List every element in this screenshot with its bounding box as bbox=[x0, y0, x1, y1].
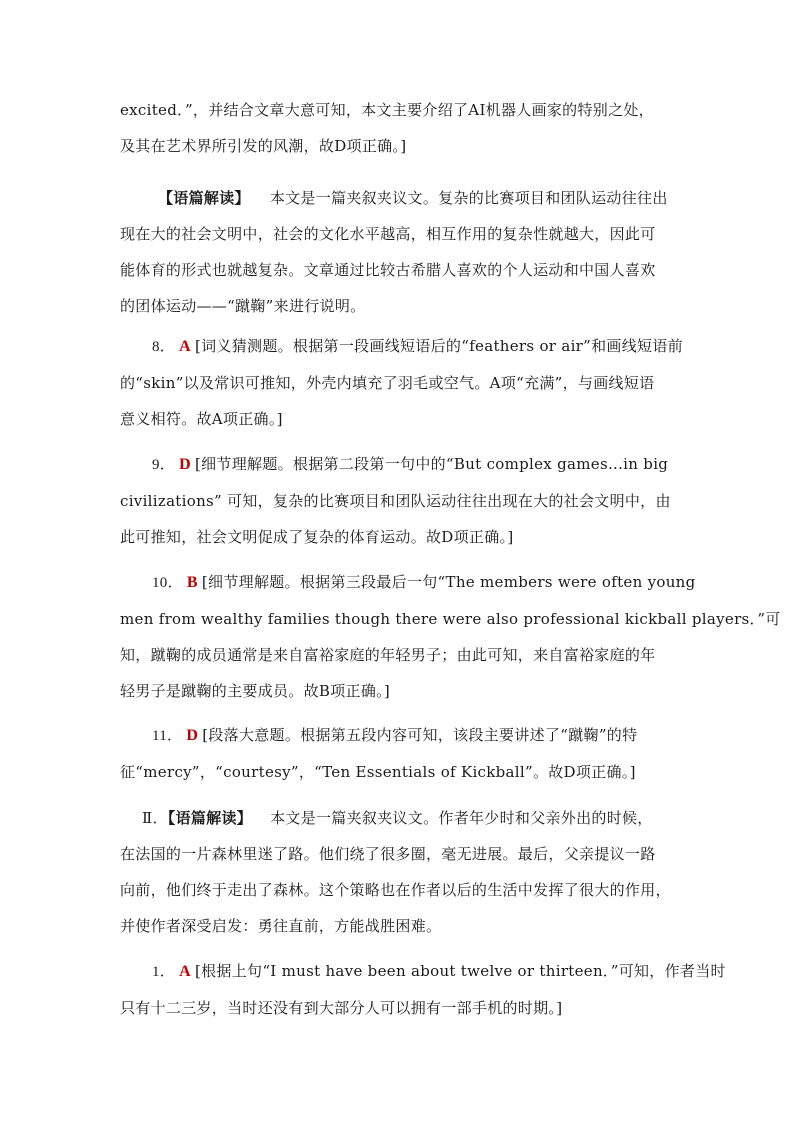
question-number: 10． bbox=[152, 575, 183, 591]
passage-analysis-label: 【语篇解读】 bbox=[167, 809, 253, 827]
text-line: civilizations” 可知，复杂的比赛项目和团队运动往往出现在大的社会文明中，由 bbox=[120, 492, 671, 510]
text-line: 能体育的形式也就越复杂。文章通过比较古希腊人喜欢的个人运动和中国人喜欢 bbox=[120, 261, 656, 279]
text-line: 在法国的一片森林里迷了路。他们绕了很多圈，毫无进展。最后，父亲提议一路 bbox=[120, 845, 656, 863]
question-number: 9． bbox=[152, 457, 176, 473]
section-number: Ⅱ． bbox=[142, 809, 168, 827]
passage-analysis-paragraph-2 bbox=[120, 800, 680, 944]
text-line: 只有十二三岁，当时还没有到大部分人可以拥有一部手机的时期。] bbox=[120, 999, 563, 1017]
answer-item-1 bbox=[120, 953, 726, 1026]
text-line: [细节理解题。根据第二段第一句中的“But complex games...in big bbox=[194, 455, 669, 473]
text-line: 现在大的社会文明中，社会的文化水平越高，相互作用的复杂性就越大，因此可 bbox=[120, 225, 656, 243]
question-number: 1． bbox=[152, 964, 176, 980]
answer-letter: A bbox=[179, 963, 191, 980]
question-number: 8． bbox=[152, 339, 176, 355]
text-line: 征“mercy”，“courtesy”，“Ten Essentials of Kickball”。故D项正确。] bbox=[120, 763, 636, 781]
continuation-paragraph bbox=[120, 92, 680, 164]
answer-letter: A bbox=[179, 338, 191, 355]
text-line: [细节理解题。根据第三段最后一句“The members were often young bbox=[201, 573, 696, 591]
passage-analysis-label: 【语篇解读】 bbox=[158, 189, 250, 207]
answer-item-11 bbox=[120, 717, 680, 790]
text-line: [词义猜测题。根据第一段画线短语后的“feathers or air”和画线短语前 bbox=[194, 337, 683, 355]
text-line: 轻男子是蹴鞠的主要成员。故B项正确。] bbox=[120, 682, 391, 700]
text-line: excited．”，并结合文章大意可知，本文主要介绍了AI机器人画家的特别之处， bbox=[120, 101, 654, 119]
text-line: 并使作者深受启发：勇往直前，方能战胜困难。 bbox=[120, 917, 442, 935]
answer-letter: B bbox=[186, 574, 198, 591]
text-line: 及其在艺术界所引发的风潮，故D项正确。] bbox=[120, 137, 407, 155]
text-line: 本文是一篇夹叙夹议文。复杂的比赛项目和团队运动往往出 bbox=[269, 189, 668, 207]
text-line: 此可推知，社会文明促成了复杂的体育运动。故D项正确。] bbox=[120, 528, 514, 546]
text-line: 知，蹴鞠的成员通常是来自富裕家庭的年轻男子；由此可知，来自富裕家庭的年 bbox=[120, 646, 656, 664]
answer-letter: D bbox=[186, 727, 199, 744]
text-line: 的团体运动——“蹴鞠”来进行说明。 bbox=[120, 297, 366, 315]
answer-item-8 bbox=[120, 328, 683, 437]
answer-letter: D bbox=[179, 456, 191, 473]
text-line: 意义相符。故A项正确。] bbox=[120, 410, 283, 428]
text-line: 的“skin”以及常识可推知，外壳内填充了羽毛或空气。A项“充满”，与画线短语 bbox=[120, 374, 655, 392]
text-line: [段落大意题。根据第五段内容可知，该段主要讲述了“蹴鞠”的特 bbox=[202, 726, 638, 744]
text-line: 向前，他们终于走出了森林。这个策略也在作者以后的生活中发挥了很大的作用， bbox=[120, 881, 671, 899]
text-line: [根据上句“I must have been about twelve or thirteen．”可知，作者当时 bbox=[194, 962, 726, 980]
text-line: 本文是一篇夹叙夹议文。作者年少时和父亲外出的时候， bbox=[270, 809, 653, 827]
answer-item-9 bbox=[120, 446, 680, 555]
text-line: men from wealthy families though there were also professional kickball players．”可 bbox=[120, 610, 781, 628]
passage-analysis-paragraph bbox=[120, 180, 680, 324]
answer-item-10 bbox=[120, 564, 781, 709]
question-number: 11． bbox=[152, 728, 183, 744]
